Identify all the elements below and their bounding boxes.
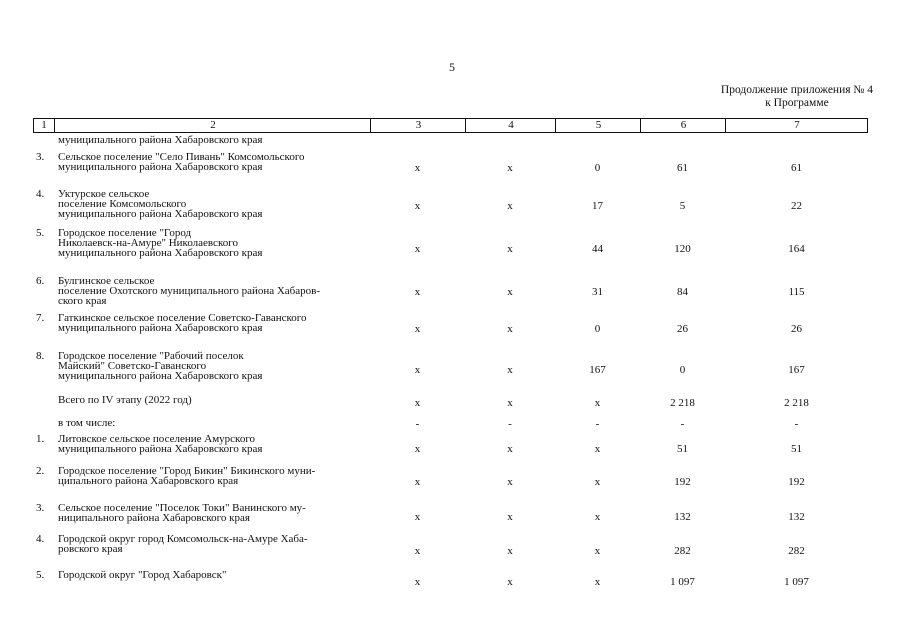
row-number: 3. bbox=[36, 502, 45, 514]
cell-col-5: 17 bbox=[592, 200, 603, 212]
cell-col-7: 26 bbox=[791, 323, 802, 335]
row-name: Сельское поселение "Поселок Токи" Ванинского му- ниципального района Хабаровского края bbox=[58, 502, 306, 524]
row-number: 7. bbox=[36, 312, 45, 324]
cell-col-4: x bbox=[507, 286, 513, 298]
cell-col-5: 167 bbox=[589, 364, 606, 376]
header-col-5: 5 bbox=[555, 119, 641, 132]
header-col-2: 2 bbox=[54, 119, 371, 132]
table-header-row bbox=[33, 118, 868, 133]
cell-col-7: 51 bbox=[791, 443, 802, 455]
cell-col-3: x bbox=[414, 443, 421, 455]
cell-col-5: - bbox=[595, 418, 600, 430]
header-col-7: 7 bbox=[725, 119, 868, 132]
cell-col-3: x bbox=[414, 364, 421, 376]
cell-col-4: x bbox=[507, 323, 513, 335]
cell-col-5: x bbox=[594, 476, 601, 488]
cell-col-3: - bbox=[415, 418, 420, 430]
row-name: Уктурское сельское поселение Комсомольского муниципального района Хабаровского края bbox=[58, 188, 263, 220]
cell-col-7: 115 bbox=[788, 286, 805, 298]
row-number: 5. bbox=[36, 227, 45, 239]
row-number: 4. bbox=[36, 533, 45, 545]
cell-col-7: 282 bbox=[788, 545, 805, 557]
cell-col-4: x bbox=[507, 162, 513, 174]
row-name: Булгинское сельское поселение Охотского муниципального района Хабаров- ского края bbox=[58, 275, 321, 307]
cell-col-4: x bbox=[507, 443, 513, 455]
row-name: в том числе: bbox=[58, 417, 116, 429]
cell-col-3: x bbox=[414, 476, 421, 488]
cell-col-3: x bbox=[414, 323, 421, 335]
cell-col-7: 2 218 bbox=[784, 397, 809, 409]
cell-col-7: - bbox=[794, 418, 799, 430]
cell-col-4: x bbox=[507, 476, 513, 488]
row-number: 2. bbox=[36, 465, 45, 477]
cell-col-3: x bbox=[414, 286, 421, 298]
cell-col-5: x bbox=[594, 545, 601, 557]
row-number: 3. bbox=[36, 151, 45, 163]
cell-col-4: x bbox=[507, 545, 513, 557]
row-name: Городское поселение "Город Николаевск-на-Амуре" Николаевского муниципального района Хабаровского края bbox=[58, 227, 263, 259]
cell-col-6: 1 097 bbox=[670, 576, 695, 588]
cell-col-4: x bbox=[507, 243, 513, 255]
row-name: Всего по IV этапу (2022 год) bbox=[58, 394, 192, 406]
appendix-line-1: Продолжение приложения № 4 bbox=[720, 84, 873, 96]
row-name: Городской округ город Комсомольск-на-Амуре Хаба- ровского края bbox=[58, 533, 308, 555]
cell-col-5: 31 bbox=[592, 286, 603, 298]
cell-col-7: 167 bbox=[788, 364, 805, 376]
row-number: 8. bbox=[36, 350, 45, 362]
cell-col-3: x bbox=[414, 397, 421, 409]
cell-col-6: 26 bbox=[677, 323, 688, 335]
cell-col-5: 44 bbox=[592, 243, 603, 255]
cell-col-5: x bbox=[594, 443, 601, 455]
row-name: Сельское поселение "Село Пивань" Комсомольского муниципального района Хабаровского края bbox=[58, 151, 305, 173]
cell-col-5: 0 bbox=[594, 323, 601, 335]
cell-col-4: x bbox=[507, 200, 513, 212]
cell-col-6: 120 bbox=[674, 243, 691, 255]
row-name: Городское поселение "Город Бикин" Бикинского муни- ципального района Хабаровского края bbox=[58, 465, 316, 487]
cell-col-5: x bbox=[594, 576, 601, 588]
cell-col-4: - bbox=[508, 418, 512, 430]
row-number: 4. bbox=[36, 188, 45, 200]
appendix-line-2: к Программе bbox=[765, 97, 829, 109]
row-name: Литовское сельское поселение Амурского муниципального района Хабаровского края bbox=[58, 433, 263, 455]
row-name: Гаткинское сельское поселение Советско-Гаванского муниципального района Хабаровского края bbox=[58, 312, 307, 334]
header-col-4: 4 bbox=[465, 119, 556, 132]
header-col-3: 3 bbox=[370, 119, 466, 132]
cell-col-6: 2 218 bbox=[670, 397, 695, 409]
cell-col-6: - bbox=[680, 418, 685, 430]
row-name: Городской округ "Город Хабаровск" bbox=[58, 569, 227, 581]
appendix-caption bbox=[721, 84, 873, 110]
row-name: Городское поселение "Рабочий поселок Майский" Советско-Гаванского муниципального района Хабаровского края bbox=[58, 350, 263, 382]
cell-col-4: x bbox=[507, 364, 513, 376]
cell-col-3: x bbox=[414, 243, 421, 255]
cell-col-6: 192 bbox=[674, 476, 691, 488]
cell-col-7: 61 bbox=[791, 162, 802, 174]
cell-col-5: x bbox=[594, 511, 601, 523]
cell-col-7: 164 bbox=[788, 243, 805, 255]
cell-col-6: 132 bbox=[674, 511, 691, 523]
cell-col-5: 0 bbox=[594, 162, 601, 174]
cell-col-4: x bbox=[507, 511, 513, 523]
page-number: 5 bbox=[449, 60, 455, 74]
row-number: 5. bbox=[36, 569, 45, 581]
cell-col-3: x bbox=[414, 162, 421, 174]
cell-col-7: 192 bbox=[788, 476, 805, 488]
cell-col-6: 84 bbox=[677, 286, 688, 298]
cell-col-6: 51 bbox=[677, 443, 688, 455]
cell-col-4: x bbox=[507, 397, 513, 409]
cell-col-3: x bbox=[414, 511, 421, 523]
header-col-1: 1 bbox=[41, 119, 47, 131]
cell-col-7: 1 097 bbox=[784, 576, 809, 588]
cell-col-3: x bbox=[414, 545, 421, 557]
cell-col-6: 5 bbox=[679, 200, 686, 212]
cell-col-6: 61 bbox=[677, 162, 688, 174]
cell-col-6: 0 bbox=[679, 364, 686, 376]
header-col-6: 6 bbox=[640, 119, 726, 132]
row-number: 1. bbox=[36, 433, 45, 445]
cell-col-4: x bbox=[507, 576, 513, 588]
cell-col-7: 132 bbox=[788, 511, 805, 523]
row-number: 6. bbox=[36, 275, 45, 287]
cell-col-3: x bbox=[414, 576, 421, 588]
cell-col-7: 22 bbox=[791, 200, 802, 212]
cell-col-3: x bbox=[414, 200, 421, 212]
cell-col-6: 282 bbox=[674, 545, 691, 557]
cell-col-5: x bbox=[594, 397, 601, 409]
continuation-line: муниципального района Хабаровского края bbox=[58, 134, 263, 146]
